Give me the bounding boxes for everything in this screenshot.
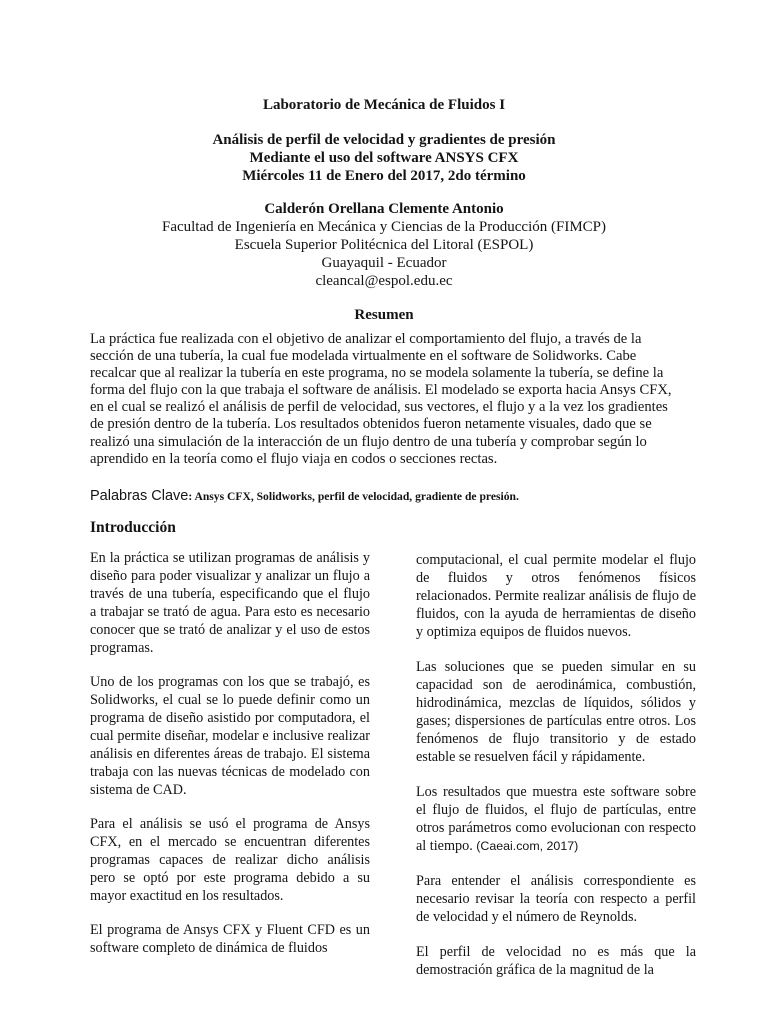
- intro-paragraph: El programa de Ansys CFX y Fluent CFD es un software completo de dinámica de fluidos: [90, 922, 370, 956]
- author-name: Calderón Orellana Clemente Antonio: [264, 201, 504, 217]
- author-school: Escuela Superior Politécnica del Litoral (ESPOL): [234, 237, 534, 253]
- intro-paragraph: Para entender el análisis correspondiente es necesario revisar la teoría con respecto a perfil de velocidad y el número de Reynolds.: [416, 873, 696, 925]
- intro-paragraph: computacional, el cual permite modelar el flujo de fluidos y otros fenómenos físicos relacionados. Permite realizar análisis de flujo de fluidos, con la ayuda de herramientas de diseño y optimiza equipos de fluidos nuevos.: [416, 552, 696, 640]
- course-title: Laboratorio de Mecánica de Fluidos I: [262, 97, 506, 113]
- keywords-line: [90, 487, 690, 506]
- intro-right-column: [416, 551, 696, 996]
- citation: (Caeai.com, 2017): [476, 839, 579, 853]
- intro-paragraph: El perfil de velocidad no es más que la demostración gráfica de la magnitud de la: [416, 944, 696, 978]
- intro-paragraph-with-citation: [416, 783, 696, 855]
- intro-heading: Introducción: [90, 519, 176, 536]
- keywords-label: Palabras Clave: [90, 488, 189, 504]
- paper-header: [80, 96, 688, 324]
- author-email: cleancal@espol.edu.ec: [315, 273, 453, 289]
- author-location: Guayaquil - Ecuador: [321, 255, 447, 271]
- intro-left-column: [90, 549, 370, 973]
- author-faculty: Facultad de Ingeniería en Mecánica y Ciencias de la Producción (FIMCP): [161, 219, 607, 235]
- abstract-heading: Resumen: [354, 307, 414, 323]
- intro-paragraph: En la práctica se utilizan programas de análisis y diseño para poder visualizar y analizar un flujo a través de una tubería, especificando que el flujo a trabajar se trató de agua. Para esto es necesario conocer que se trató de analizar y el uso de estos programas.: [90, 550, 370, 656]
- abstract-text: La práctica fue realizada con el objetivo de analizar el comportamiento del flujo, a través de la sección de una tubería, la cual fue modelada virtualmente en el software de Solidworks. Cabe recalcar que al realizar la tubería en este programa, no se modela solamente la tubería, se define la forma del flujo con la que trabaja el software de análisis. El modelado se exporta hacia Ansys CFX, en el cual se realizó el análisis de perfil de velocidad, sus vectores, el flujo y a la vez los gradientes de presión dentro de la tubería. Los resultados obtenidos fueron netamente visuales, dado que se realizó una simulación de la interacción de un flujo dentro de una tubería y comprobar según lo aprendido en la teoría como el flujo viaja en codos o secciones rectas.: [90, 331, 672, 467]
- paper-title-line-2: Mediante el uso del software ANSYS CFX: [249, 150, 519, 166]
- paper-date: Miércoles 11 de Enero del 2017, 2do término: [242, 168, 526, 184]
- intro-paragraph: Uno de los programas con los que se trabajó, es Solidworks, el cual se lo puede definir como un programa de diseño asistido por computadora, el cual permite diseñar, modelar e inclusive realizar análisis en diferentes áreas de trabajo. El sistema trabaja con las nuevas técnicas de modelado con sistema de CAD.: [90, 674, 370, 798]
- intro-paragraph: Las soluciones que se pueden simular en su capacidad son de aerodinámica, combustión, hidrodinámica, mezclas de líquidos, sólidos y gases; dispersiones de partículas entre otros. Los fenómenos de flujo transitorio y de estado estable se resuelven fácil y rápidamente.: [416, 659, 696, 765]
- intro-paragraph-text: Los resultados que muestra este software sobre el flujo de fluidos, el flujo de partículas, entre otros parámetros como evolucionan con respecto al tiempo.: [416, 784, 696, 854]
- intro-paragraph: Para el análisis se usó el programa de Ansys CFX, en el mercado se encuentran diferentes programas capaces de realizar dicho análisis pero se optó por este programa debido a su mayor exactitud en los resultados.: [90, 816, 370, 904]
- keywords-text: : Ansys CFX, Solidworks, perfil de velocidad, gradiente de presión.: [188, 490, 519, 503]
- paper-title-line-1: Análisis de perfil de velocidad y gradientes de presión: [212, 132, 556, 148]
